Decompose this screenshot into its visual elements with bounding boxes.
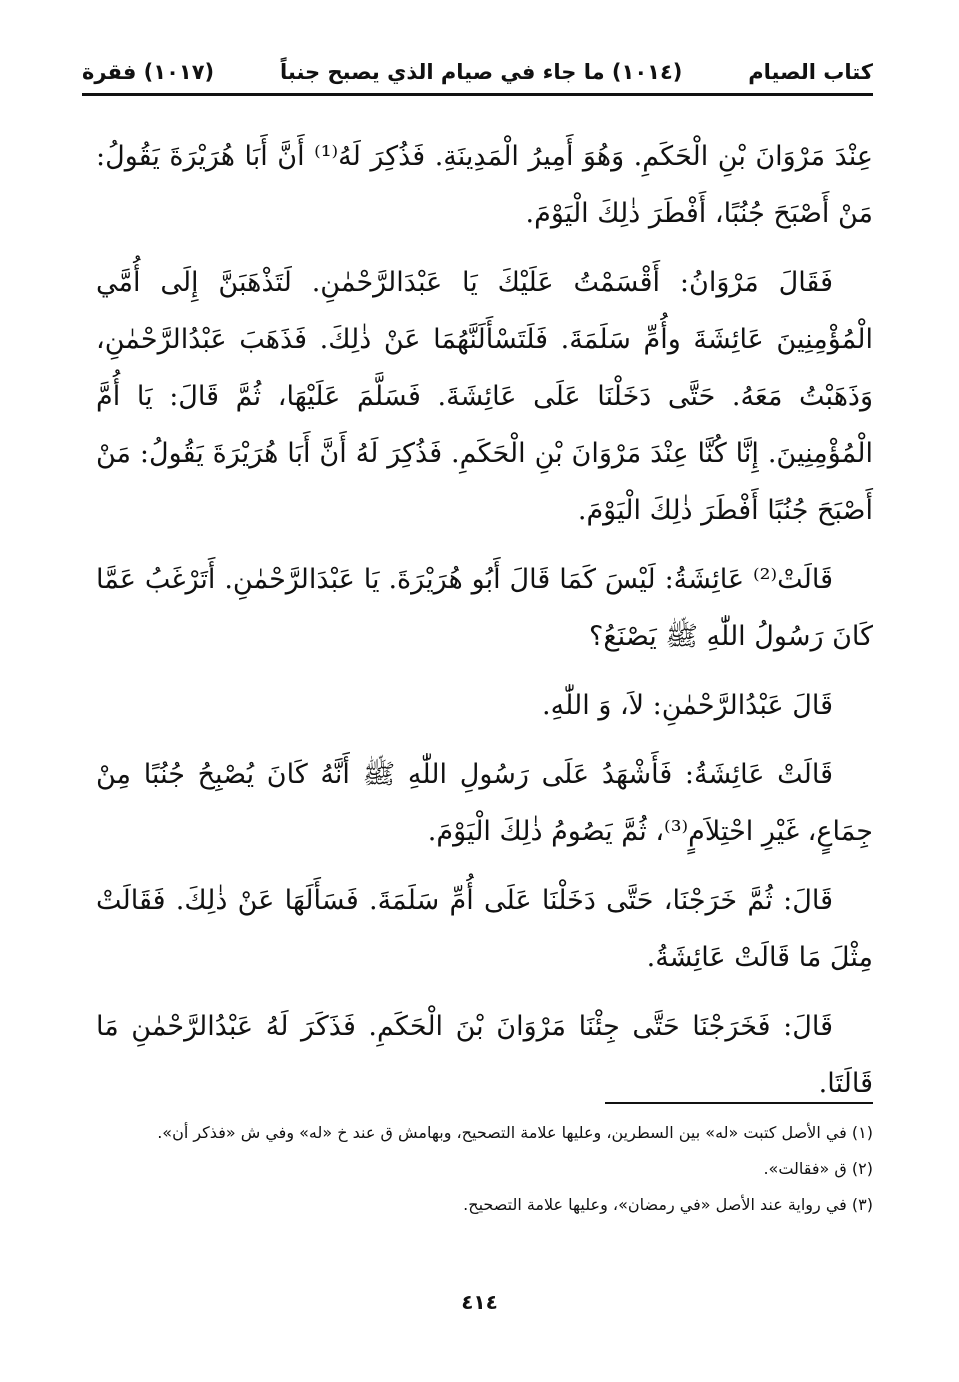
footnote-2: (٢) ق «فقالت».	[763, 1159, 873, 1178]
header-paragraph-number: (١٠١٧) فقرة	[82, 60, 215, 84]
paragraph-1: عِنْدَ مَرْوَانَ بْنِ الْحَكَمِ. وَهُوَ أَمِيرُ الْمَدِينَةِ. فَذُكِرَ لَهُ⁽¹⁾ أَنَّ أَبَا هُرَيْرَةَ يَقُولُ: مَنْ أَصْبَحَ جُنُبًا، أَفْطَرَ ذٰلِكَ الْيَوْمَ.	[96, 141, 873, 229]
paragraph-7: قَالَ: فَخَرَجْنَا حَتَّى جِئْنَا مَرْوَانَ بْنَ الْحَكَمِ. فَذَكَرَ لَهُ عَبْدُالرَّحْمٰنِ مَا قَالَتَا.	[96, 1011, 873, 1099]
header-rule	[82, 93, 873, 96]
paragraph-5: قَالَتْ عَائِشَةُ: فَأَشْهَدُ عَلَى رَسُولِ اللّٰهِ ﷺ أَنَّهُ كَانَ يُصْبِحُ جُنُبًا مِنْ جِمَاعٍ، غَيْرِ احْتِلاَمٍ⁽³⁾، ثُمَّ يَصُومُ ذٰلِكَ الْيَوْمَ.	[96, 759, 873, 847]
header-book-title: كتاب الصيام	[748, 60, 873, 84]
main-text	[96, 128, 873, 1124]
paragraph-3: قَالَتْ⁽²⁾ عَائِشَةُ: لَيْسَ كَمَا قَالَ أَبُو هُرَيْرَةَ. يَا عَبْدَالرَّحْمٰنِ. أَتَرْغَبُ عَمَّا كَانَ رَسُولُ اللّٰهِ ﷺ يَصْنَعُ؟	[96, 564, 873, 652]
paragraph-6: قَالَ: ثُمَّ خَرَجْنَا، حَتَّى دَخَلْنَا عَلَى أُمِّ سَلَمَةَ. فَسَأَلَهَا عَنْ ذٰلِكَ. فَقَالَتْ مِثْلَ مَا قَالَتْ عَائِشَةُ.	[96, 885, 873, 973]
page-number: ٤١٤	[461, 1290, 498, 1314]
running-header	[82, 50, 873, 94]
footnote-1: (١) في الأصل كتبت «له» بين السطرين، وعليها علامة التصحيح، وبهامش ق عند خ «له» وفي ش «فذكر أن».	[157, 1123, 873, 1142]
footnote-separator	[605, 1102, 873, 1104]
header-chapter-title: (١٠١٤) ما جاء في صيام الذي يصبح جنباً	[280, 60, 683, 84]
footnote-3: (٣) في رواية عند الأصل «في رمضان»، وعليها علامة التصحيح.	[463, 1195, 873, 1214]
paragraph-2: فَقَالَ مَرْوَانُ: أَقْسَمْتُ عَلَيْكَ يَا عَبْدَالرَّحْمٰنِ. لَتَذْهَبَنَّ إِلَى أُمَّي الْمُؤْمِنِينَ عَائِشَةَ وأُمِّ سَلَمَةَ. فَلَتَسْأَلَنَّهُمَا عَنْ ذٰلِكَ. فَذَهَبَ عَبْدُالرَّحْمٰنِ، وَذَهَبْتُ مَعَهُ. حَتَّى دَخَلْنَا عَلَى عَائِشَةَ. فَسَلَّمَ عَلَيْهَا، ثُمَّ قَالَ: يَا أُمَّ الْمُؤْمِنِينَ. إِنَّا كُنَّا عِنْدَ مَرْوَانَ بْنِ الْحَكَمِ. فَذُكِرَ لَهُ أَنَّ أَبَا هُرَيْرَةَ يَقُولُ: مَنْ أَصْبَحَ جُنُبًا أَفْطَرَ ذٰلِكَ الْيَوْمَ.	[96, 267, 873, 526]
footnotes	[96, 1118, 873, 1226]
paragraph-4: قَالَ عَبْدُالرَّحْمٰنِ: لاَ، وَ اللّٰهِ.	[542, 690, 833, 721]
